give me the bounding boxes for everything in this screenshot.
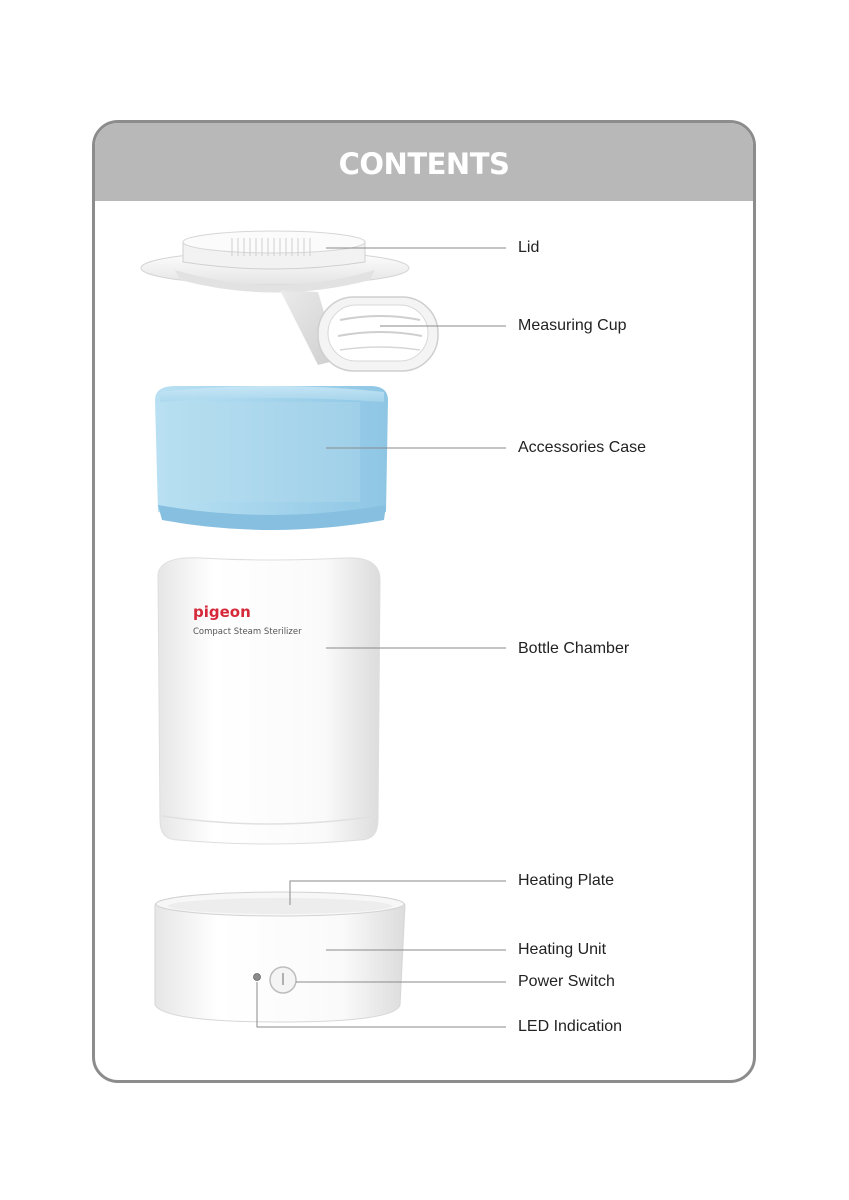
heating-unit-graphic: [155, 892, 405, 1022]
label-accessories-case: Accessories Case: [518, 439, 647, 456]
brand-logo: pigeon: [193, 603, 251, 621]
label-heating-unit: Heating Unit: [518, 941, 607, 958]
label-heating-plate: Heating Plate: [518, 872, 615, 889]
label-lid: Lid: [518, 239, 540, 256]
led-indicator-dot: [254, 974, 261, 981]
lid-graphic: [141, 231, 409, 293]
label-measuring-cup: Measuring Cup: [518, 317, 627, 334]
label-bottle-chamber: Bottle Chamber: [518, 640, 630, 657]
label-power-switch: Power Switch: [518, 973, 615, 990]
accessories-case-graphic: [155, 386, 388, 530]
bottle-chamber-graphic: [158, 558, 380, 844]
measuring-cup-graphic: [280, 290, 438, 371]
label-led-indication: LED Indication: [518, 1018, 623, 1035]
panel-title: CONTENTS: [338, 147, 510, 181]
product-model-text: Compact Steam Sterilizer: [193, 627, 302, 637]
